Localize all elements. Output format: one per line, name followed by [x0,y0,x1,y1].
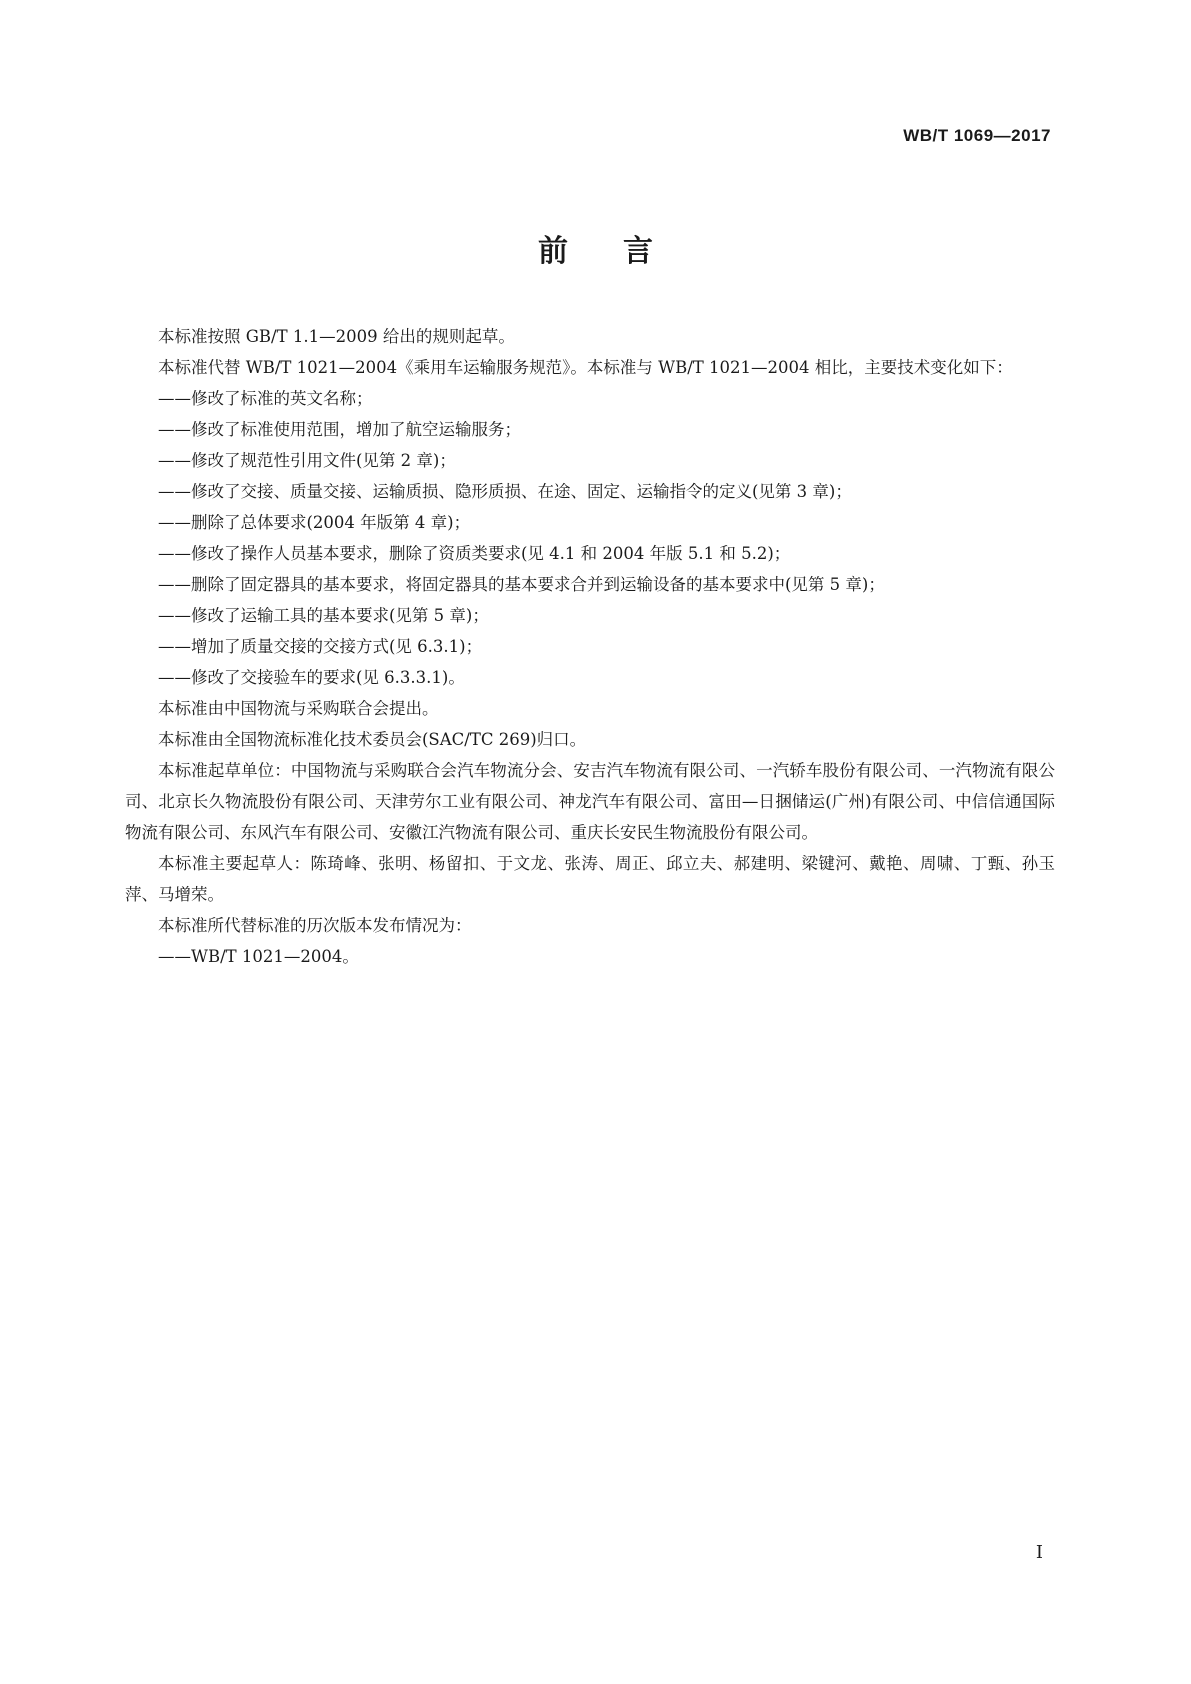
change-item: ——修改了交接验车的要求(见 6.3.3.1)。 [158,668,465,687]
history-item: ——WB/T 1021—2004。 [158,947,359,966]
change-item: ——修改了规范性引用文件(见第 2 章)； [158,451,456,470]
paragraph-centralized: 本标准由全国物流标准化技术委员会(SAC/TC 269)归口。 [158,730,587,749]
paragraph-history-intro: 本标准所代替标准的历次版本发布情况为： [158,916,472,935]
change-item: ——修改了标准的英文名称； [158,389,373,408]
change-item: ——增加了质量交接的交接方式(见 6.3.1)； [158,637,483,656]
paragraph-drafting-units: 本标准起草单位：中国物流与采购联合会汽车物流分会、安吉汽车物流有限公司、一汽轿车股份有限公司、一汽物流有限公司、北京长久物流股份有限公司、天津劳尔工业有限公司、神龙汽车有限公司、富田—日捆储运(广州)有限公司、中信信通国际物流有限公司、东风汽车有限公司、安徽江汽物流有限公司、重庆长安民生物流股份有限公司。 [125,761,1055,842]
paragraph-drafters: 本标准主要起草人：陈琦峰、张明、杨留扣、于文龙、张涛、周正、邱立夫、郝建明、梁键河、戴艳、周啸、丁甄、孙玉萍、马增荣。 [125,854,1055,904]
paragraph-replacement: 本标准代替 WB/T 1021—2004《乘用车运输服务规范》。本标准与 WB/T 1021—2004 相比，主要技术变化如下： [158,358,1013,377]
foreword-body [125,321,1055,972]
change-item: ——删除了总体要求(2004 年版第 4 章)； [158,513,471,532]
paragraph-proposer: 本标准由中国物流与采购联合会提出。 [158,699,439,718]
change-item: ——修改了操作人员基本要求，删除了资质类要求(见 4.1 和 2004 年版 5.1 和 5.2)； [158,544,791,563]
page-number: I [1035,1542,1043,1563]
change-item: ——删除了固定器具的基本要求，将固定器具的基本要求合并到运输设备的基本要求中(见第 5 章)； [158,575,885,594]
paragraph-drafting-rules: 本标准按照 GB/T 1.1—2009 给出的规则起草。 [158,327,515,346]
change-item: ——修改了运输工具的基本要求(见第 5 章)； [158,606,489,625]
standard-code: WB/T 1069—2017 [903,126,1051,145]
page-title: 前言 [538,234,708,269]
change-item: ——修改了标准使用范围，增加了航空运输服务； [158,420,521,439]
change-item: ——修改了交接、质量交接、运输质损、隐形质损、在途、固定、运输指令的定义(见第 3 章)； [158,482,852,501]
